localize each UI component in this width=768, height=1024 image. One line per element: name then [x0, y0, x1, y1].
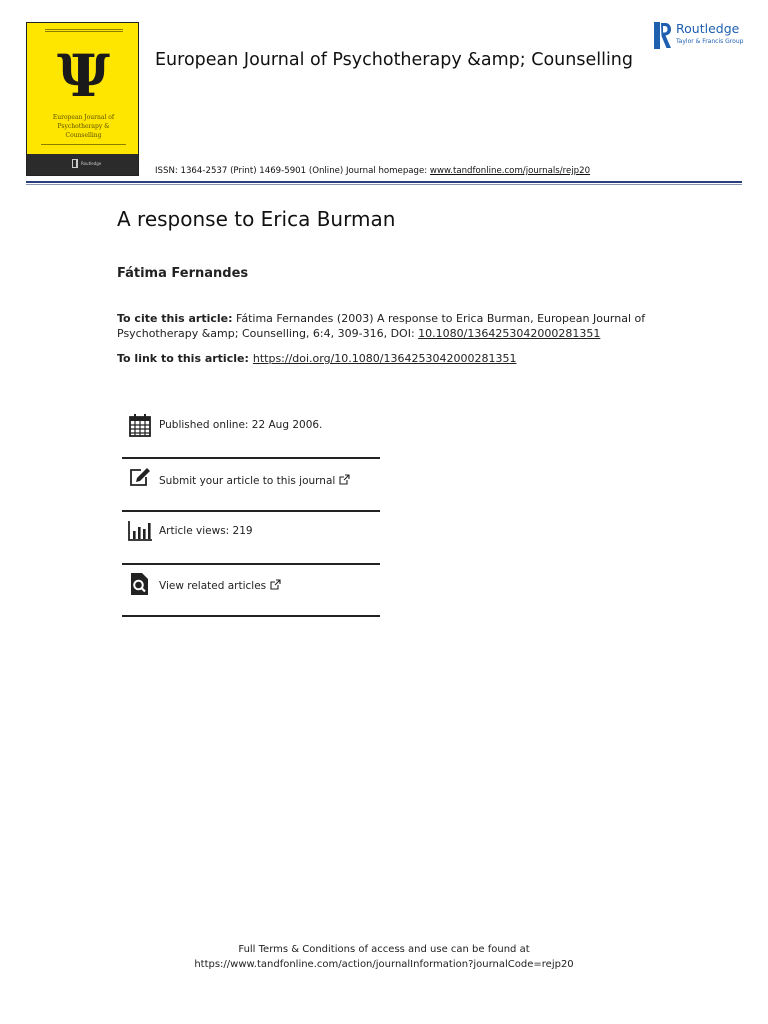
- cover-publisher-mark: Routledge: [81, 161, 102, 166]
- terms-footer: [0, 943, 768, 972]
- document-search-icon: [128, 572, 152, 596]
- journal-homepage-link[interactable]: www.tandfonline.com/journals/rejp20: [429, 166, 591, 176]
- article-link-line: [117, 352, 516, 365]
- submit-article-link[interactable]: Submit your article to this journal: [159, 474, 350, 487]
- journal-title: European Journal of Psychotherapy &amp; Counselling: [155, 50, 634, 70]
- external-link-icon: [270, 579, 281, 590]
- edit-icon: [128, 466, 152, 490]
- bar-chart-icon: [128, 519, 152, 543]
- cover-psi-symbol: Ψ: [57, 42, 110, 110]
- article-views-text: Article views: 219: [159, 525, 253, 537]
- issn-text: ISSN: 1364-2537 (Print) 1469-5901 (Online) Journal homepage:: [155, 166, 430, 176]
- issn-line: [155, 166, 590, 176]
- cover-header-text: [45, 28, 123, 36]
- publisher-logo[interactable]: [653, 20, 748, 50]
- related-articles-item[interactable]: [122, 572, 380, 620]
- journal-cover: [26, 22, 139, 176]
- submit-article-item[interactable]: [122, 466, 380, 514]
- routledge-logo-icon: [72, 159, 78, 168]
- cover-publisher-band: [27, 154, 138, 175]
- article-title: A response to Erica Burman: [117, 207, 396, 231]
- citation-doi-link[interactable]: 10.1080/1364253042000281351: [418, 326, 601, 340]
- info-divider: [122, 457, 380, 459]
- citation-block: [117, 312, 677, 341]
- related-articles-link[interactable]: View related articles: [159, 579, 281, 592]
- citation-label: To cite this article:: [117, 312, 233, 325]
- published-online-item: [122, 413, 380, 461]
- cover-volume-line: [41, 142, 126, 147]
- info-divider: [122, 510, 380, 512]
- article-doi-link[interactable]: https://doi.org/10.1080/1364253042000281351: [252, 352, 517, 365]
- article-link-label: To link to this article:: [117, 352, 249, 365]
- header-rule: [26, 181, 742, 183]
- cover-title: European Journal of Psychotherapy & Counselling: [52, 114, 115, 139]
- published-online-text: Published online: 22 Aug 2006.: [159, 419, 323, 431]
- external-link-icon: [339, 474, 350, 485]
- terms-line: Full Terms & Conditions of access and use can be found at: [238, 944, 530, 955]
- info-divider: [122, 615, 380, 617]
- citation-text: Fátima Fernandes (2003) A response to Erica Burman, European Journal of Psychotherapy &amp; Counselling, 6:4, 309-316, DOI:: [117, 312, 646, 340]
- header-rule-thin: [26, 184, 742, 185]
- publisher-subtitle: Taylor & Francis Group: [676, 38, 744, 45]
- info-divider: [122, 563, 380, 565]
- article-author: Fátima Fernandes: [117, 266, 249, 281]
- calendar-icon: [128, 413, 152, 437]
- terms-url[interactable]: https://www.tandfonline.com/action/journalInformation?journalCode=rejp20: [194, 958, 574, 970]
- publisher-name: Routledge: [676, 21, 740, 36]
- article-views-item: [122, 519, 380, 567]
- routledge-logo-icon: [654, 22, 672, 49]
